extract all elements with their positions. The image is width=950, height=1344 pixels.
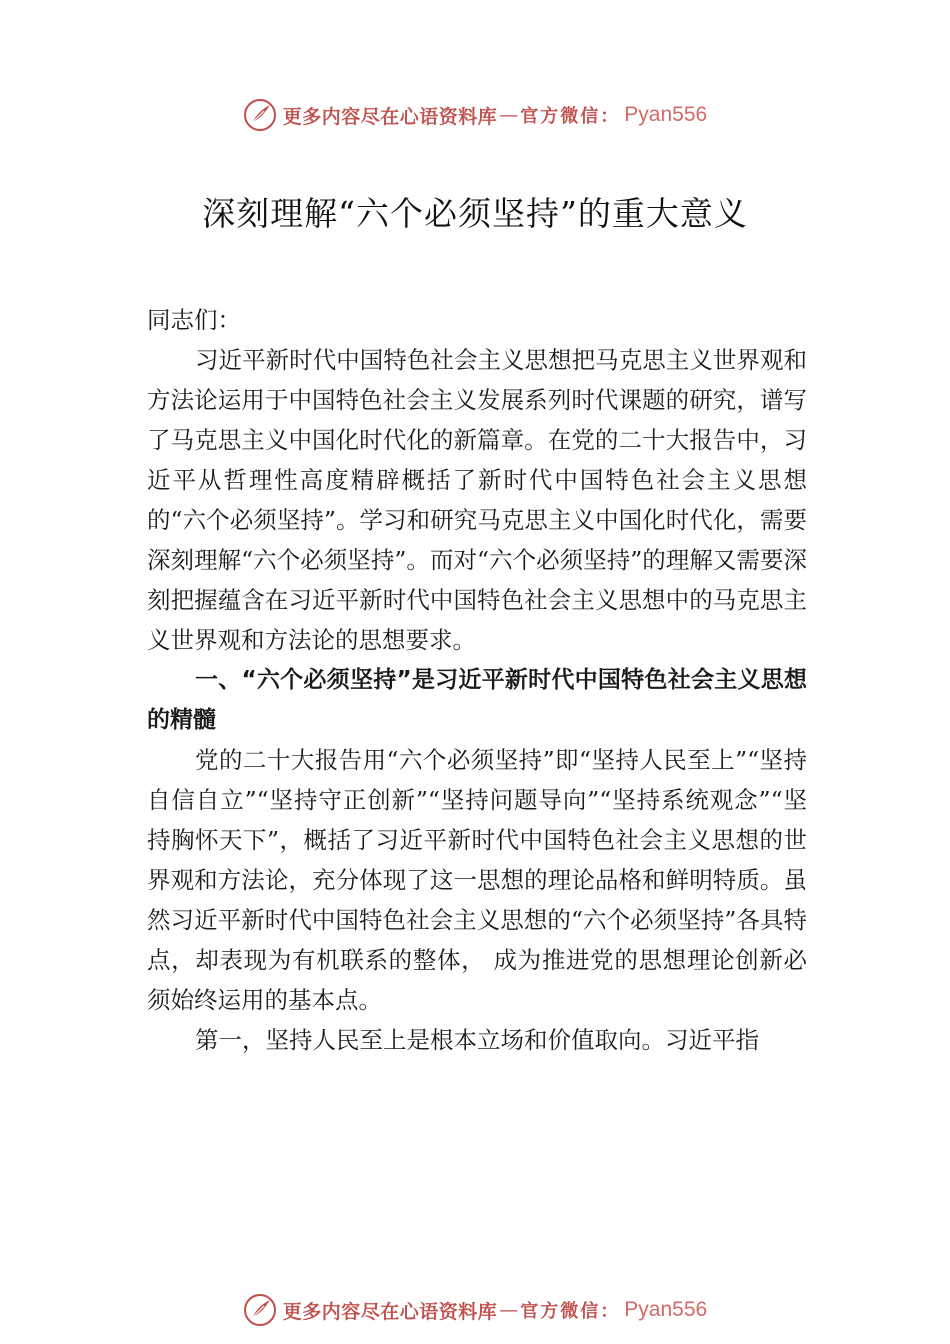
watermark-main-text: 更多内容尽在心语资料库 [282,1300,498,1323]
watermark-dash: — [499,1299,519,1321]
watermark-id: Pyan556 [624,103,708,126]
header-watermark [0,95,950,135]
document-body [147,300,807,1060]
section-heading: 一、“六个必须坚持”是习近平新时代中国特色社会主义思想的精髓 [147,667,807,733]
section-paragraph: 第一，坚持人民至上是根本立场和价值取向。习近平指 [195,1026,759,1054]
intro-paragraph: 习近平新时代中国特色社会主义思想把马克思主义世界观和方法论运用于中国特色社会主义发展系列时代课题的研究，谱写了马克思主义中国化时代化的新篇章。在党的二十大报告中，习近平从哲理性高度精辟概括了新时代中国特色社会主义思想的“六个必须坚持”。学习和研究马克思主义中国化时代化，需要深刻理解“六个必须坚持”。而对“六个必须坚持”的理解又需要深刻把握蕴含在习近平新时代中国特色社会主义思想中的马克思主义世界观和方法论的思想要求。 [147,346,807,654]
greeting: 同志们： [147,306,241,334]
footer-watermark [0,1290,950,1330]
watermark-label: 官方微信： [520,1301,621,1322]
feather-pen-icon [243,98,277,132]
watermark-main-text: 更多内容尽在心语资料库 [282,105,498,128]
watermark-id: Pyan556 [624,1298,708,1321]
watermark-dash: — [499,104,519,126]
document-title: 深刻理解“六个必须坚持”的重大意义 [202,194,748,233]
watermark-label: 官方微信： [520,106,621,127]
feather-pen-icon [243,1293,277,1327]
section-paragraph: 党的二十大报告用“六个必须坚持”即“坚持人民至上”“坚持自信自立”“坚持守正创新”“坚持问题导向”“坚持系统观念”“坚持胸怀天下”，概括了习近平新时代中国特色社会主义思想的世界观和方法论，充分体现了这一思想的理论品格和鲜明特质。虽然习近平新时代中国特色社会主义思想的“六个必须坚持”各具特点，却表现为有机联系的整体， 成为推进党的思想理论创新必须始终运用的基本点。 [147,746,807,1014]
